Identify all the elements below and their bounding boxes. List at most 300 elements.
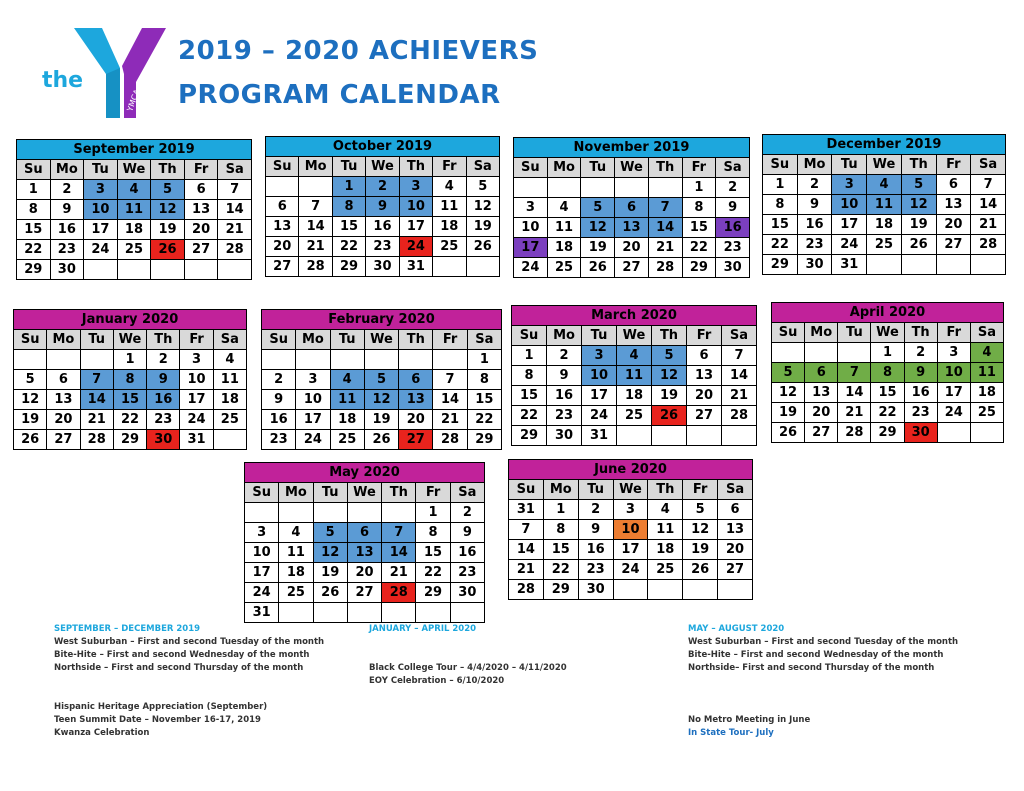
weekday-header: Th <box>904 323 937 343</box>
empty-cell <box>262 350 296 370</box>
empty-cell <box>901 255 936 275</box>
weekday-header: Su <box>512 326 547 346</box>
empty-cell <box>218 260 252 280</box>
day-cell: 25 <box>648 560 683 580</box>
weekday-header: Tu <box>332 157 365 177</box>
calendar-april-2020 <box>771 302 1004 443</box>
weekday-header: Fr <box>184 160 218 180</box>
day-cell: 11 <box>547 218 581 238</box>
empty-cell <box>581 178 615 198</box>
day-cell: 21 <box>971 215 1006 235</box>
notes-may-aug <box>688 623 1008 740</box>
empty-cell <box>718 580 753 600</box>
day-cell: 14 <box>509 540 544 560</box>
svg-text:YMCA: YMCA <box>125 88 142 113</box>
day-cell: 21 <box>382 563 416 583</box>
day-cell: 6 <box>184 180 218 200</box>
day-cell: 31 <box>399 257 432 277</box>
empty-cell <box>416 603 450 623</box>
day-cell: 27 <box>184 240 218 260</box>
day-cell: 3 <box>514 198 548 218</box>
day-cell: 28 <box>838 423 871 443</box>
day-cell: 4 <box>279 523 313 543</box>
day-cell: 18 <box>547 238 581 258</box>
day-cell: 1 <box>467 350 501 370</box>
day-cell: 1 <box>543 500 578 520</box>
day-cell: 29 <box>871 423 904 443</box>
day-cell: 17 <box>832 215 867 235</box>
weekday-header: Sa <box>970 323 1003 343</box>
day-cell: 18 <box>648 540 683 560</box>
day-cell: 29 <box>113 430 146 450</box>
empty-cell <box>450 603 484 623</box>
day-cell: 2 <box>716 178 750 198</box>
day-cell: 27 <box>687 406 722 426</box>
day-cell: 17 <box>582 386 617 406</box>
day-cell: 12 <box>901 195 936 215</box>
weekday-header: Th <box>648 158 682 178</box>
weekday-header: Tu <box>313 483 347 503</box>
weekday-header: We <box>871 323 904 343</box>
day-cell: 1 <box>871 343 904 363</box>
day-cell: 6 <box>47 370 80 390</box>
weekday-header: We <box>867 155 902 175</box>
day-cell: 4 <box>433 177 466 197</box>
day-cell: 17 <box>613 540 648 560</box>
day-cell: 13 <box>718 520 753 540</box>
day-cell: 15 <box>467 390 501 410</box>
day-cell: 17 <box>514 238 548 258</box>
day-cell: 21 <box>218 220 252 240</box>
day-cell: 6 <box>936 175 971 195</box>
month-title: November 2019 <box>513 137 750 157</box>
day-cell: 11 <box>433 197 466 217</box>
day-cell: 2 <box>578 500 613 520</box>
day-cell: 1 <box>17 180 51 200</box>
weekday-header: Th <box>151 160 185 180</box>
day-cell: 20 <box>687 386 722 406</box>
empty-cell <box>433 350 467 370</box>
day-cell: 8 <box>416 523 450 543</box>
day-cell: 16 <box>547 386 582 406</box>
day-cell: 17 <box>180 390 213 410</box>
ymca-y-icon <box>72 22 168 122</box>
day-cell: 28 <box>299 257 332 277</box>
day-cell: 20 <box>718 540 753 560</box>
day-cell: 18 <box>617 386 652 406</box>
day-cell: 3 <box>937 343 970 363</box>
day-cell: 17 <box>245 563 279 583</box>
day-cell: 1 <box>763 175 798 195</box>
empty-cell <box>330 350 364 370</box>
day-cell: 29 <box>763 255 798 275</box>
day-cell: 1 <box>682 178 716 198</box>
weekday-header: Tu <box>330 330 364 350</box>
note-line: In State Tour- July <box>688 728 774 738</box>
note-line: Black College Tour – 4/4/2020 – 4/11/2020 <box>369 663 567 673</box>
calendar-november-2019 <box>513 137 750 278</box>
weekday-header: Sa <box>718 480 753 500</box>
empty-cell <box>245 503 279 523</box>
weekday-header: Tu <box>838 323 871 343</box>
day-cell: 25 <box>617 406 652 426</box>
empty-cell <box>151 260 185 280</box>
notes-sep-dec <box>54 623 354 740</box>
day-cell: 22 <box>467 410 501 430</box>
day-cell: 8 <box>113 370 146 390</box>
weekday-header: Mo <box>797 155 832 175</box>
day-cell: 12 <box>683 520 718 540</box>
day-cell: 7 <box>971 175 1006 195</box>
day-cell: 7 <box>722 346 757 366</box>
weekday-header: Fr <box>416 483 450 503</box>
day-cell: 29 <box>467 430 501 450</box>
weekday-header: Fr <box>683 480 718 500</box>
day-cell: 10 <box>296 390 330 410</box>
day-cell: 14 <box>838 383 871 403</box>
day-cell: 24 <box>514 258 548 278</box>
day-cell: 2 <box>797 175 832 195</box>
weekday-header: Su <box>245 483 279 503</box>
calendar-may-2020 <box>244 462 485 623</box>
day-cell: 21 <box>509 560 544 580</box>
empty-cell <box>613 580 648 600</box>
day-cell: 3 <box>582 346 617 366</box>
weekday-header: Su <box>17 160 51 180</box>
empty-cell <box>547 178 581 198</box>
day-cell: 12 <box>14 390 47 410</box>
day-cell: 10 <box>937 363 970 383</box>
page-title-line1: 2019 – 2020 ACHIEVERS <box>178 36 539 66</box>
month-title: October 2019 <box>265 136 500 156</box>
weekday-header: Th <box>901 155 936 175</box>
day-cell: 21 <box>838 403 871 423</box>
empty-cell <box>299 177 332 197</box>
day-cell: 4 <box>648 500 683 520</box>
day-cell: 14 <box>971 195 1006 215</box>
day-cell: 26 <box>466 237 499 257</box>
empty-cell <box>937 423 970 443</box>
day-cell: 25 <box>117 240 151 260</box>
day-cell: 8 <box>871 363 904 383</box>
day-cell: 9 <box>366 197 399 217</box>
day-cell: 23 <box>262 430 296 450</box>
day-cell: 24 <box>399 237 432 257</box>
weekday-header: Sa <box>467 330 501 350</box>
day-cell: 27 <box>399 430 433 450</box>
empty-cell <box>184 260 218 280</box>
weekday-header: Mo <box>47 330 80 350</box>
note-line: Northside– First and second Thursday of the month <box>688 663 935 673</box>
day-cell: 30 <box>578 580 613 600</box>
day-cell: 20 <box>936 215 971 235</box>
month-title: June 2020 <box>508 459 753 479</box>
day-cell: 12 <box>581 218 615 238</box>
empty-cell <box>936 255 971 275</box>
day-cell: 26 <box>772 423 805 443</box>
day-cell: 20 <box>347 563 381 583</box>
notes-heading: SEPTEMBER – DECEMBER 2019 <box>54 624 201 634</box>
day-cell: 23 <box>578 560 613 580</box>
day-cell: 30 <box>547 426 582 446</box>
day-cell: 9 <box>578 520 613 540</box>
day-cell: 18 <box>117 220 151 240</box>
day-cell: 14 <box>299 217 332 237</box>
weekday-header: Mo <box>543 480 578 500</box>
empty-cell <box>971 255 1006 275</box>
weekday-header: Su <box>14 330 47 350</box>
day-cell: 12 <box>364 390 398 410</box>
day-cell: 8 <box>467 370 501 390</box>
day-cell: 26 <box>683 560 718 580</box>
day-cell: 14 <box>218 200 252 220</box>
day-cell: 15 <box>416 543 450 563</box>
empty-cell <box>683 580 718 600</box>
day-cell: 27 <box>805 423 838 443</box>
empty-cell <box>617 426 652 446</box>
day-cell: 2 <box>904 343 937 363</box>
day-cell: 11 <box>117 200 151 220</box>
day-cell: 8 <box>763 195 798 215</box>
weekday-header: We <box>113 330 146 350</box>
day-cell: 31 <box>245 603 279 623</box>
day-cell: 7 <box>218 180 252 200</box>
weekday-header: We <box>615 158 649 178</box>
day-cell: 19 <box>313 563 347 583</box>
weekday-header: Tu <box>581 158 615 178</box>
day-cell: 9 <box>450 523 484 543</box>
day-cell: 4 <box>970 343 1003 363</box>
empty-cell <box>433 257 466 277</box>
day-cell: 18 <box>330 410 364 430</box>
day-cell: 21 <box>433 410 467 430</box>
day-cell: 21 <box>722 386 757 406</box>
day-cell: 19 <box>151 220 185 240</box>
day-cell: 26 <box>581 258 615 278</box>
day-cell: 31 <box>582 426 617 446</box>
empty-cell <box>266 177 299 197</box>
day-cell: 7 <box>433 370 467 390</box>
day-cell: 15 <box>17 220 51 240</box>
weekday-header: We <box>364 330 398 350</box>
weekday-header: Mo <box>805 323 838 343</box>
weekday-header: Su <box>266 157 299 177</box>
day-cell: 24 <box>613 560 648 580</box>
calendar-october-2019 <box>265 136 500 277</box>
note-line: No Metro Meeting in June <box>688 715 811 725</box>
day-cell: 24 <box>245 583 279 603</box>
day-cell: 3 <box>245 523 279 543</box>
month-title: September 2019 <box>16 139 252 159</box>
day-cell: 26 <box>151 240 185 260</box>
day-cell: 7 <box>509 520 544 540</box>
weekday-header: Su <box>763 155 798 175</box>
day-cell: 20 <box>266 237 299 257</box>
weekday-header: Th <box>648 480 683 500</box>
empty-cell <box>347 503 381 523</box>
day-cell: 8 <box>17 200 51 220</box>
day-cell: 22 <box>543 560 578 580</box>
day-cell: 17 <box>84 220 118 240</box>
day-cell: 3 <box>180 350 213 370</box>
note-line: Bite-Hite – First and second Wednesday of the month <box>54 650 310 660</box>
day-cell: 14 <box>722 366 757 386</box>
weekday-header: Th <box>147 330 180 350</box>
day-cell: 13 <box>266 217 299 237</box>
day-cell: 8 <box>512 366 547 386</box>
day-cell: 19 <box>581 238 615 258</box>
empty-cell <box>382 603 416 623</box>
empty-cell <box>347 603 381 623</box>
weekday-header: Sa <box>218 160 252 180</box>
day-cell: 5 <box>151 180 185 200</box>
note-line: Teen Summit Date – November 16-17, 2019 <box>54 715 261 725</box>
note-line: Hispanic Heritage Appreciation (September) <box>54 702 268 712</box>
month-title: May 2020 <box>244 462 485 482</box>
day-cell: 26 <box>313 583 347 603</box>
day-cell: 19 <box>466 217 499 237</box>
empty-cell <box>279 603 313 623</box>
day-cell: 14 <box>382 543 416 563</box>
day-cell: 13 <box>347 543 381 563</box>
day-cell: 25 <box>547 258 581 278</box>
day-cell: 30 <box>147 430 180 450</box>
day-cell: 3 <box>613 500 648 520</box>
day-cell: 22 <box>871 403 904 423</box>
note-line: Kwanza Celebration <box>54 728 150 738</box>
day-cell: 9 <box>797 195 832 215</box>
day-cell: 23 <box>547 406 582 426</box>
day-cell: 5 <box>364 370 398 390</box>
notes-heading: JANUARY – APRIL 2020 <box>369 624 477 634</box>
day-cell: 11 <box>279 543 313 563</box>
day-cell: 19 <box>364 410 398 430</box>
month-title: April 2020 <box>771 302 1004 322</box>
weekday-header: Tu <box>84 160 118 180</box>
day-cell: 2 <box>50 180 84 200</box>
empty-cell <box>313 603 347 623</box>
day-cell: 16 <box>147 390 180 410</box>
weekday-header: Th <box>399 330 433 350</box>
day-cell: 11 <box>213 370 246 390</box>
day-cell: 8 <box>332 197 365 217</box>
weekday-header: Th <box>652 326 687 346</box>
empty-cell <box>117 260 151 280</box>
weekday-header: Su <box>772 323 805 343</box>
day-cell: 9 <box>262 390 296 410</box>
weekday-header: Mo <box>296 330 330 350</box>
weekday-header: Sa <box>716 158 750 178</box>
day-cell: 7 <box>299 197 332 217</box>
day-cell: 28 <box>971 235 1006 255</box>
day-cell: 31 <box>180 430 213 450</box>
day-cell: 16 <box>262 410 296 430</box>
weekday-header: Sa <box>971 155 1006 175</box>
day-cell: 5 <box>581 198 615 218</box>
day-cell: 10 <box>582 366 617 386</box>
empty-cell <box>399 350 433 370</box>
day-cell: 29 <box>543 580 578 600</box>
page-title-line2: PROGRAM CALENDAR <box>178 80 501 110</box>
weekday-header: We <box>347 483 381 503</box>
day-cell: 26 <box>652 406 687 426</box>
empty-cell <box>970 423 1003 443</box>
empty-cell <box>722 426 757 446</box>
empty-cell <box>213 430 246 450</box>
day-cell: 13 <box>184 200 218 220</box>
day-cell: 23 <box>366 237 399 257</box>
day-cell: 7 <box>382 523 416 543</box>
day-cell: 30 <box>716 258 750 278</box>
day-cell: 30 <box>50 260 84 280</box>
day-cell: 24 <box>582 406 617 426</box>
day-cell: 22 <box>113 410 146 430</box>
day-cell: 4 <box>547 198 581 218</box>
day-cell: 25 <box>213 410 246 430</box>
day-cell: 22 <box>763 235 798 255</box>
weekday-header: Th <box>399 157 432 177</box>
note-line: EOY Celebration – 6/10/2020 <box>369 676 505 686</box>
day-cell: 1 <box>332 177 365 197</box>
day-cell: 9 <box>716 198 750 218</box>
day-cell: 20 <box>805 403 838 423</box>
day-cell: 4 <box>867 175 902 195</box>
note-line: West Suburban – First and second Tuesday of the month <box>54 637 325 647</box>
day-cell: 30 <box>450 583 484 603</box>
empty-cell <box>648 178 682 198</box>
day-cell: 13 <box>805 383 838 403</box>
weekday-header: Th <box>382 483 416 503</box>
day-cell: 29 <box>17 260 51 280</box>
weekday-header: Mo <box>547 158 581 178</box>
day-cell: 17 <box>296 410 330 430</box>
day-cell: 11 <box>970 363 1003 383</box>
day-cell: 18 <box>433 217 466 237</box>
notes-jan-apr <box>369 623 649 688</box>
weekday-header: We <box>117 160 151 180</box>
weekday-header: Fr <box>433 157 466 177</box>
day-cell: 2 <box>450 503 484 523</box>
day-cell: 16 <box>797 215 832 235</box>
day-cell: 5 <box>683 500 718 520</box>
day-cell: 20 <box>47 410 80 430</box>
day-cell: 1 <box>113 350 146 370</box>
day-cell: 5 <box>772 363 805 383</box>
day-cell: 6 <box>266 197 299 217</box>
day-cell: 27 <box>266 257 299 277</box>
empty-cell <box>652 426 687 446</box>
day-cell: 22 <box>512 406 547 426</box>
day-cell: 4 <box>617 346 652 366</box>
day-cell: 27 <box>47 430 80 450</box>
day-cell: 23 <box>904 403 937 423</box>
empty-cell <box>838 343 871 363</box>
day-cell: 11 <box>617 366 652 386</box>
day-cell: 15 <box>512 386 547 406</box>
day-cell: 26 <box>901 235 936 255</box>
day-cell: 7 <box>80 370 113 390</box>
day-cell: 19 <box>14 410 47 430</box>
weekday-header: Tu <box>578 480 613 500</box>
day-cell: 10 <box>84 200 118 220</box>
empty-cell <box>648 580 683 600</box>
day-cell: 15 <box>871 383 904 403</box>
day-cell: 10 <box>514 218 548 238</box>
day-cell: 21 <box>648 238 682 258</box>
day-cell: 20 <box>184 220 218 240</box>
weekday-header: Sa <box>450 483 484 503</box>
day-cell: 23 <box>716 238 750 258</box>
